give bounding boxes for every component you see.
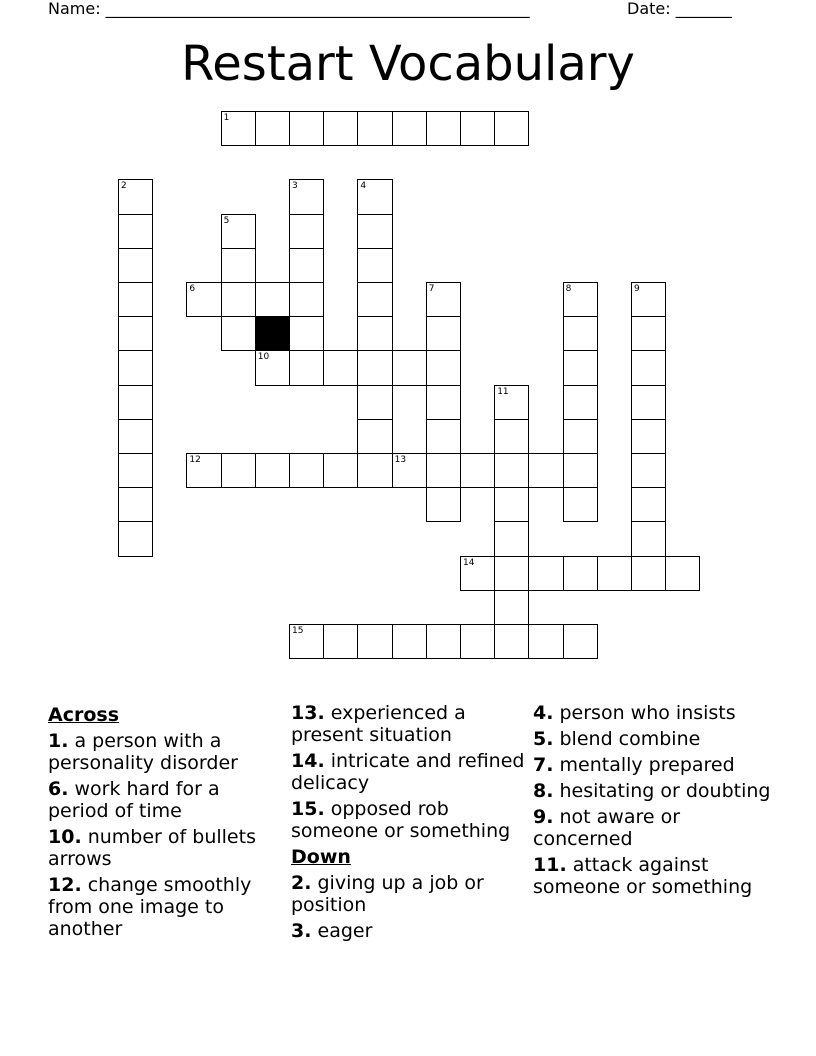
crossword-cell[interactable] xyxy=(426,282,461,317)
crossword-cell[interactable] xyxy=(289,350,324,385)
crossword-cell[interactable] xyxy=(118,487,153,522)
crossword-cell[interactable] xyxy=(426,111,461,146)
crossword-cell[interactable] xyxy=(323,453,358,488)
crossword-cell[interactable] xyxy=(289,624,324,659)
clue-number: 6 xyxy=(189,284,196,294)
crossword-cell[interactable] xyxy=(597,556,632,591)
clue-column-1 xyxy=(48,702,284,944)
crossword-cell[interactable] xyxy=(118,214,153,249)
crossword-cell[interactable] xyxy=(631,453,666,488)
crossword-cell[interactable] xyxy=(528,624,563,659)
clue-number: 13 xyxy=(394,455,407,465)
crossword-cell[interactable] xyxy=(255,111,290,146)
crossword-cell[interactable] xyxy=(118,453,153,488)
clue-item xyxy=(48,730,284,774)
clue-number: 7 xyxy=(428,284,435,294)
crossword-cell[interactable] xyxy=(118,316,153,351)
crossword-cell[interactable] xyxy=(631,521,666,556)
clue-item xyxy=(291,702,527,746)
crossword-cell[interactable] xyxy=(563,282,598,317)
clue-number: 2 xyxy=(121,181,127,192)
crossword-cell[interactable] xyxy=(528,453,563,488)
crossword-cell[interactable] xyxy=(631,556,666,591)
crossword-cell[interactable] xyxy=(221,214,256,249)
clue-item-text: hesitating or doubting xyxy=(559,780,771,802)
crossword-cell[interactable] xyxy=(426,385,461,420)
clue-item xyxy=(533,780,773,802)
clue-item-text: blend combine xyxy=(559,728,701,750)
crossword-cell[interactable] xyxy=(563,419,598,454)
crossword-cell[interactable] xyxy=(426,316,461,351)
clue-number: 14 xyxy=(463,557,475,568)
clue-item xyxy=(291,920,527,942)
crossword-cell[interactable] xyxy=(563,487,598,522)
crossword-cell[interactable] xyxy=(289,248,324,283)
crossword-cell[interactable] xyxy=(255,453,290,488)
clue-item-number: 2. xyxy=(291,872,312,894)
crossword-cell[interactable] xyxy=(494,590,529,625)
clue-item xyxy=(533,806,773,850)
crossword-cell[interactable] xyxy=(118,179,153,214)
crossword-cell[interactable] xyxy=(289,214,324,249)
crossword-cell[interactable] xyxy=(357,111,392,146)
crossword-cell[interactable] xyxy=(631,350,666,385)
page-title: Restart Vocabulary xyxy=(181,36,635,92)
crossword-cell[interactable] xyxy=(426,453,461,488)
crossword-cell[interactable] xyxy=(494,111,529,146)
crossword-cell[interactable] xyxy=(118,282,153,317)
clue-item-text: intricate and refined delicacy xyxy=(291,750,525,794)
clue-item xyxy=(291,750,527,794)
clue-number: 1 xyxy=(223,113,230,123)
crossword-cell[interactable] xyxy=(357,316,392,351)
clue-number: 10 xyxy=(257,352,270,363)
clue-item xyxy=(48,874,284,940)
clue-item xyxy=(48,826,284,870)
crossword-cell[interactable] xyxy=(563,350,598,385)
clue-number: 12 xyxy=(189,455,201,465)
clue-item-number: 12. xyxy=(48,874,82,896)
clue-column-2 xyxy=(291,702,527,946)
crossword-cell[interactable] xyxy=(460,556,495,591)
clue-item xyxy=(291,872,527,916)
crossword-cell[interactable] xyxy=(460,111,495,146)
clue-item-number: 5. xyxy=(533,728,554,750)
clue-item xyxy=(533,854,773,898)
clue-number: 3 xyxy=(292,181,298,192)
crossword-cell[interactable] xyxy=(357,453,392,488)
crossword-cell[interactable] xyxy=(392,624,427,659)
clue-item-text: change smoothly from one image to another xyxy=(48,874,252,940)
clue-item xyxy=(291,798,527,842)
crossword-cell[interactable] xyxy=(186,453,221,488)
clue-item-number: 11. xyxy=(533,854,567,876)
clue-item-text: attack against someone or something xyxy=(533,854,753,898)
crossword-cell[interactable] xyxy=(118,385,153,420)
crossword-cell[interactable] xyxy=(392,350,427,385)
crossword-cell[interactable] xyxy=(221,282,256,317)
crossword-cell[interactable] xyxy=(118,419,153,454)
crossword-cell[interactable] xyxy=(631,487,666,522)
clue-item-text: eager xyxy=(317,920,373,942)
crossword-cell[interactable] xyxy=(426,419,461,454)
clue-item-text: a person with a personality disorder xyxy=(48,730,238,774)
clue-item-number: 4. xyxy=(533,702,554,724)
clue-item-text: mentally prepared xyxy=(559,754,735,776)
crossword-cell[interactable] xyxy=(289,282,324,317)
clue-number: 11 xyxy=(497,386,509,397)
crossword-cell[interactable] xyxy=(255,282,290,317)
crossword-cell[interactable] xyxy=(357,179,392,214)
crossword-cell[interactable] xyxy=(289,316,324,351)
clue-item-text: giving up a job or position xyxy=(291,872,484,916)
crossword-cell[interactable] xyxy=(221,248,256,283)
crossword-cell[interactable] xyxy=(357,419,392,454)
crossword-cell[interactable] xyxy=(528,556,563,591)
crossword-cell[interactable] xyxy=(426,487,461,522)
clue-item xyxy=(533,754,773,776)
date-field[interactable]: Date: _______ xyxy=(627,0,732,18)
clue-item-number: 9. xyxy=(533,806,554,828)
crossword-cell[interactable] xyxy=(631,385,666,420)
crossword-cell[interactable] xyxy=(563,624,598,659)
clue-item-text: not aware or concerned xyxy=(533,806,681,850)
crossword-cell[interactable] xyxy=(289,111,324,146)
clue-number: 5 xyxy=(223,215,230,226)
crossword-cell[interactable] xyxy=(563,453,598,488)
clue-column-3 xyxy=(533,702,773,902)
crossword-cell[interactable] xyxy=(357,214,392,249)
crossword-cell[interactable] xyxy=(118,521,153,556)
down-heading: Down xyxy=(291,846,351,868)
crossword-cell[interactable] xyxy=(460,453,495,488)
crossword-cell[interactable] xyxy=(494,419,529,454)
clue-item-number: 1. xyxy=(48,730,69,752)
crossword-cell[interactable] xyxy=(665,556,700,591)
clue-item-number: 13. xyxy=(291,702,325,724)
crossword-cell[interactable] xyxy=(323,111,358,146)
across-heading: Across xyxy=(48,704,120,726)
crossword-cell[interactable] xyxy=(221,111,256,146)
crossword-cell[interactable] xyxy=(494,624,529,659)
crossword-cell[interactable] xyxy=(289,453,324,488)
crossword-cell[interactable] xyxy=(631,282,666,317)
clue-item-number: 14. xyxy=(291,750,325,772)
crossword-black-cell xyxy=(255,316,290,351)
name-field[interactable]: Name: _____________________________________________________ xyxy=(48,0,530,18)
crossword-cell[interactable] xyxy=(357,248,392,283)
crossword-cell[interactable] xyxy=(563,316,598,351)
clue-item-number: 7. xyxy=(533,754,554,776)
clue-item-number: 10. xyxy=(48,826,82,848)
crossword-cell[interactable] xyxy=(255,350,290,385)
clue-item-number: 15. xyxy=(291,798,325,820)
crossword-cell[interactable] xyxy=(563,556,598,591)
crossword-cell[interactable] xyxy=(426,350,461,385)
clue-item xyxy=(48,778,284,822)
crossword-cell[interactable] xyxy=(186,282,221,317)
clue-number: 15 xyxy=(292,626,304,636)
crossword-cell[interactable] xyxy=(460,624,495,659)
clue-number: 8 xyxy=(565,284,572,294)
crossword-cell[interactable] xyxy=(494,556,529,591)
clue-item-text: experienced a present situation xyxy=(291,702,466,746)
clue-item xyxy=(533,702,773,724)
crossword-cell[interactable] xyxy=(118,248,153,283)
clue-item-text: number of bullets arrows xyxy=(48,826,256,870)
clue-item-number: 3. xyxy=(291,920,312,942)
clue-number: 4 xyxy=(360,181,367,192)
crossword-cell[interactable] xyxy=(323,624,358,659)
clue-item-number: 8. xyxy=(533,780,554,802)
crossword-cell[interactable] xyxy=(323,350,358,385)
clue-item-number: 6. xyxy=(48,778,69,800)
clue-item-text: work hard for a period of time xyxy=(48,778,220,822)
clue-number: 9 xyxy=(634,284,640,294)
crossword-cell[interactable] xyxy=(357,624,392,659)
crossword-cell[interactable] xyxy=(494,385,529,420)
crossword-cell[interactable] xyxy=(357,282,392,317)
crossword-cell[interactable] xyxy=(118,350,153,385)
crossword-cell[interactable] xyxy=(392,453,427,488)
crossword-cell[interactable] xyxy=(631,316,666,351)
crossword-cell[interactable] xyxy=(494,487,529,522)
crossword-cell[interactable] xyxy=(494,453,529,488)
crossword-cell[interactable] xyxy=(221,453,256,488)
crossword-cell[interactable] xyxy=(357,385,392,420)
crossword-cell[interactable] xyxy=(221,316,256,351)
crossword-cell[interactable] xyxy=(289,179,324,214)
clue-item xyxy=(533,728,773,750)
crossword-cell[interactable] xyxy=(357,350,392,385)
crossword-cell[interactable] xyxy=(426,624,461,659)
crossword-cell[interactable] xyxy=(392,111,427,146)
crossword-cell[interactable] xyxy=(563,385,598,420)
crossword-cell[interactable] xyxy=(631,419,666,454)
clue-item-text: person who insists xyxy=(559,702,736,724)
clue-item-text: opposed rob someone or something xyxy=(291,798,511,842)
crossword-cell[interactable] xyxy=(494,521,529,556)
